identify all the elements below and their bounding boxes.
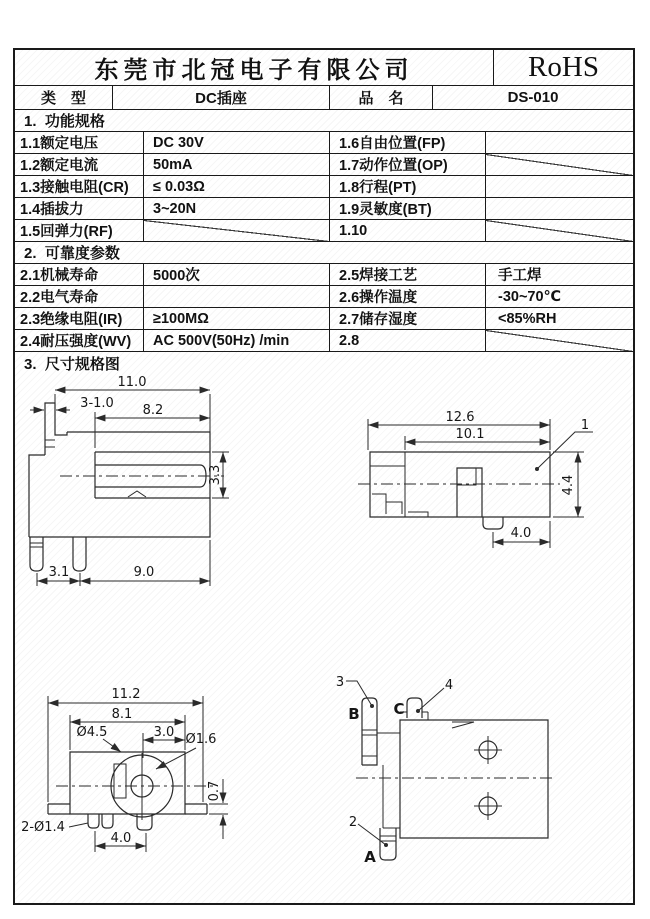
callout-3: 3	[335, 675, 345, 690]
part-name-value: DS-010	[507, 89, 559, 106]
terminal-a-label: A	[364, 848, 376, 866]
table-row	[15, 330, 633, 352]
table-row	[15, 308, 633, 330]
spec-label: 2.8	[330, 330, 486, 351]
spec-label: 1.7动作位置(OP)	[330, 154, 486, 175]
dim-pin-offset: 4.0	[510, 526, 532, 541]
spec-label: 1.6自由位置(FP)	[330, 132, 486, 153]
section3-title	[15, 352, 633, 374]
section1-title-text: 1. 功能规格	[24, 113, 105, 130]
dim-center-offset: 3.0	[153, 725, 175, 740]
spec-value	[486, 198, 633, 219]
section1-title	[15, 110, 633, 132]
type-label: 类 型	[15, 86, 113, 109]
spec-value: 5000次	[144, 264, 330, 285]
rohs-badge: RoHS	[528, 51, 599, 83]
spec-value	[486, 132, 633, 153]
spec-value: <85%RH	[498, 310, 557, 327]
spec-label: 2.7储存湿度	[330, 308, 486, 329]
table-row	[15, 264, 633, 286]
slashed-empty-cell	[486, 154, 633, 175]
header-row	[15, 50, 633, 86]
spec-label: 1.4插拔力	[15, 198, 144, 219]
spec-label: 1.8行程(PT)	[330, 176, 486, 197]
spec-value: ≤ 0.03Ω	[144, 176, 330, 197]
spec-label: 1.9灵敏度(BT)	[330, 198, 486, 219]
section3-title-text: 3. 尺寸规格图	[24, 355, 120, 373]
spec-label: 1.5回弹力(RF)	[15, 220, 144, 241]
spec-label: 2.4耐压强度(WV)	[15, 330, 144, 351]
section2-title	[15, 242, 633, 264]
spec-label: 1.10	[330, 220, 486, 241]
spec-label: 2.5焊接工艺	[330, 264, 486, 285]
terminal-view-drawing	[336, 675, 556, 866]
table-row	[15, 198, 633, 220]
dim-inner-length: 10.1	[455, 427, 485, 442]
slashed-empty-cell	[486, 220, 633, 241]
section2-title-text: 2. 可靠度参数	[24, 245, 120, 262]
spec-value: -30~70℃	[498, 288, 562, 305]
table-row	[15, 220, 633, 242]
dim-barrel-length: 8.2	[142, 403, 164, 418]
spec-value: 手工焊	[498, 268, 542, 284]
terminal-c-label: C	[393, 700, 405, 718]
front-view-drawing	[21, 687, 228, 852]
spec-label: 2.3绝缘电阻(IR)	[15, 308, 144, 329]
spec-label: 1.3接触电阻(CR)	[15, 176, 144, 197]
spec-value: 50mA	[144, 154, 330, 175]
spec-label: 2.1机械寿命	[15, 264, 144, 285]
callout-4: 4	[444, 678, 454, 693]
side-view-drawing	[29, 375, 229, 586]
spec-value: ≥100MΩ	[144, 308, 330, 329]
dim-height: 4.4	[561, 474, 576, 496]
table-row	[15, 176, 633, 198]
spec-value: 3~20N	[144, 198, 330, 219]
type-row	[15, 86, 633, 110]
dim-barrel-height: 3.3	[208, 464, 223, 486]
table-row	[15, 132, 633, 154]
pin-dia-label: 2-Ø1.4	[21, 820, 65, 835]
callout-2: 2	[348, 815, 358, 830]
type-value: DC插座	[113, 86, 330, 109]
spec-label: 2.2电气寿命	[15, 286, 144, 307]
spec-value: AC 500V(50Hz) /min	[144, 330, 330, 351]
drawings-canvas	[15, 374, 633, 903]
dia-small-label: Ø1.6	[185, 732, 217, 747]
table-row	[15, 286, 633, 308]
dim-inner-width: 8.1	[111, 707, 133, 722]
dim-pin-pitch: 4.0	[110, 831, 132, 846]
part-name-label: 品 名	[330, 86, 433, 109]
dim-overall-length: 12.6	[445, 410, 475, 425]
dim-overall-width: 11.0	[117, 375, 147, 390]
terminal-b-label: B	[348, 705, 360, 723]
company-name: 东莞市北冠电子有限公司	[15, 50, 494, 85]
slashed-empty-cell	[144, 220, 330, 241]
slashed-empty-cell	[486, 330, 633, 351]
dim-body-length: 9.0	[133, 565, 155, 580]
callout-1: 1	[580, 418, 590, 433]
spec-value: DC 30V	[144, 132, 330, 153]
dim-ear-height: 0.7	[207, 780, 222, 802]
dim-overall-width: 11.2	[111, 687, 141, 702]
dim-pin-width: 3-1.0	[80, 396, 114, 411]
spec-value	[486, 176, 633, 197]
profile-view-drawing	[358, 410, 593, 548]
spec-label: 1.2额定电流	[15, 154, 144, 175]
spec-sheet	[13, 48, 635, 905]
dia-large-label: Ø4.5	[76, 725, 108, 740]
dimension-drawings	[15, 374, 633, 903]
spec-label: 2.6操作温度	[330, 286, 486, 307]
dim-pin-offset: 3.1	[48, 565, 70, 580]
spec-value	[144, 286, 330, 307]
spec-label: 1.1额定电压	[15, 132, 144, 153]
table-row	[15, 154, 633, 176]
